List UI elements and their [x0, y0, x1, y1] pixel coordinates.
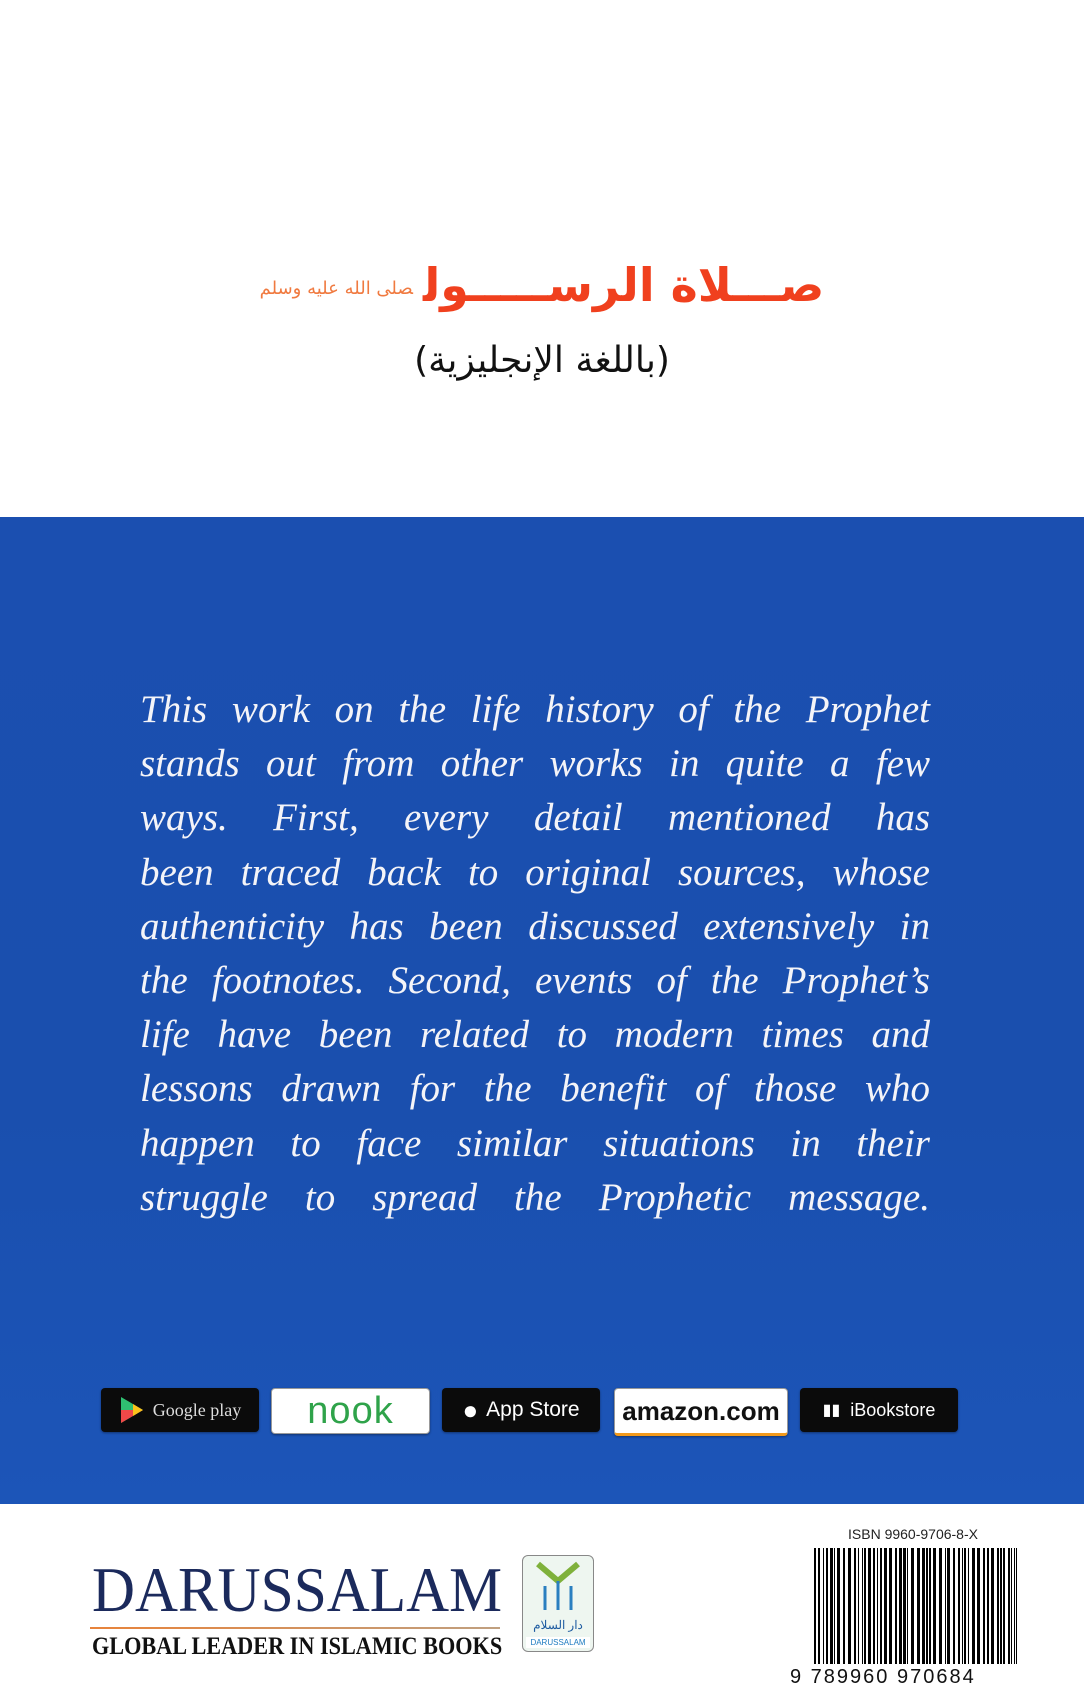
google-play-icon [119, 1396, 145, 1424]
barcode-bar [1003, 1548, 1005, 1664]
blurb [140, 683, 930, 1225]
google-play-label: Google play [152, 1399, 242, 1420]
honorific: صلى الله عليه وسلم [259, 278, 413, 299]
barcode-bar [884, 1548, 887, 1664]
amazon-badge: amazon.com [614, 1388, 788, 1436]
barcode-bar [1014, 1548, 1015, 1664]
ibookstore-badge [800, 1388, 958, 1432]
arabic-title [0, 258, 1084, 312]
blurb-line: struggle to spread the Prophetic message. [140, 1175, 930, 1219]
blurb-line: ways. First, every detail mentioned has [140, 796, 930, 840]
barcode-bar [922, 1548, 925, 1664]
barcode-bar [814, 1548, 816, 1664]
apple-icon: ● [462, 1394, 479, 1425]
blurb-line: stands out from other works in quite a few [140, 742, 930, 786]
publisher-name: DARUSSALAM [92, 1554, 502, 1625]
barcode-bar [1008, 1548, 1010, 1664]
google-play-badge [101, 1388, 259, 1432]
barcode-bar [903, 1548, 906, 1664]
ibookstore-label: iBookstore [850, 1399, 936, 1420]
book-emblem-icon [523, 1556, 593, 1612]
barcode-bar [972, 1548, 975, 1664]
barcode-bar [947, 1548, 950, 1664]
barcode-bar [843, 1548, 845, 1664]
barcode-bar [945, 1548, 946, 1664]
emblem-text: DARUSSALAM [526, 1637, 590, 1648]
nook-badge: nook [271, 1388, 430, 1434]
barcode-bar [939, 1548, 942, 1664]
barcode-bar [958, 1548, 960, 1664]
barcode-bar [826, 1548, 828, 1664]
publisher-emblem [522, 1555, 594, 1652]
barcode-bar [907, 1548, 908, 1664]
barcode-bar [968, 1548, 969, 1664]
barcode-bar [864, 1548, 866, 1664]
barcode-bar [983, 1548, 985, 1664]
barcode-bar [837, 1548, 840, 1664]
blurb-line: life have been related to modern times and [140, 1013, 930, 1057]
barcode-bar [911, 1548, 914, 1664]
barcode-bar [854, 1548, 856, 1664]
barcode-bar [1011, 1548, 1012, 1664]
barcode-bar [899, 1548, 902, 1664]
book-icon: ▮▮ [822, 1402, 841, 1419]
emblem-arabic: دار السلام [533, 1618, 583, 1632]
barcode-bar [830, 1548, 833, 1664]
blurb-line: lessons drawn for the benefit of those who [140, 1067, 930, 1111]
barcode-bar [977, 1548, 980, 1664]
barcode-number: 9 789960 970684 [790, 1666, 976, 1688]
barcode-bar [962, 1548, 963, 1664]
barcode-bar [862, 1548, 863, 1664]
barcode-bar [997, 1548, 999, 1664]
barcode [812, 1548, 1022, 1664]
barcode-bar [953, 1548, 955, 1664]
blurb-line: the footnotes. Second, events of the Prophet’s [140, 958, 930, 1002]
barcode-bar [848, 1548, 851, 1664]
barcode-bar [889, 1548, 892, 1664]
app-store-label: App Store [486, 1398, 580, 1421]
barcode-bar [877, 1548, 878, 1664]
barcode-bar [929, 1548, 931, 1664]
barcode-bar [818, 1548, 820, 1664]
barcode-bar [895, 1548, 897, 1664]
barcode-bar [987, 1548, 989, 1664]
blurb-line: authenticity has been discussed extensively in [140, 904, 930, 948]
barcode-bar [1000, 1548, 1002, 1664]
barcode-bar [964, 1548, 966, 1664]
barcode-bar [1016, 1548, 1017, 1664]
publisher-tagline: GLOBAL LEADER IN ISLAMIC BOOKS [92, 1633, 503, 1660]
arabic-title-text: صـــلاة الرســـــول [422, 258, 825, 312]
barcode-bar [873, 1548, 875, 1664]
barcode-bar [991, 1548, 994, 1664]
barcode-bar [834, 1548, 835, 1664]
barcode-bar [926, 1548, 928, 1664]
divider [90, 1627, 500, 1629]
arabic-subtitle: (باللغة الإنجليزية) [414, 340, 670, 381]
barcode-bar [823, 1548, 824, 1664]
blurb-line: This work on the life history of the Prophet [140, 688, 930, 731]
barcode-bar [868, 1548, 871, 1664]
barcode-bar [880, 1548, 882, 1664]
isbn: ISBN 9960-9706-8-X [848, 1526, 978, 1542]
barcode-bar [933, 1548, 936, 1664]
barcode-bar [917, 1548, 920, 1664]
blurb-line: been traced back to original sources, whose [140, 850, 930, 894]
blurb-line: happen to face similar situations in their [140, 1121, 930, 1165]
app-store-badge [442, 1388, 600, 1432]
barcode-bar [858, 1548, 859, 1664]
